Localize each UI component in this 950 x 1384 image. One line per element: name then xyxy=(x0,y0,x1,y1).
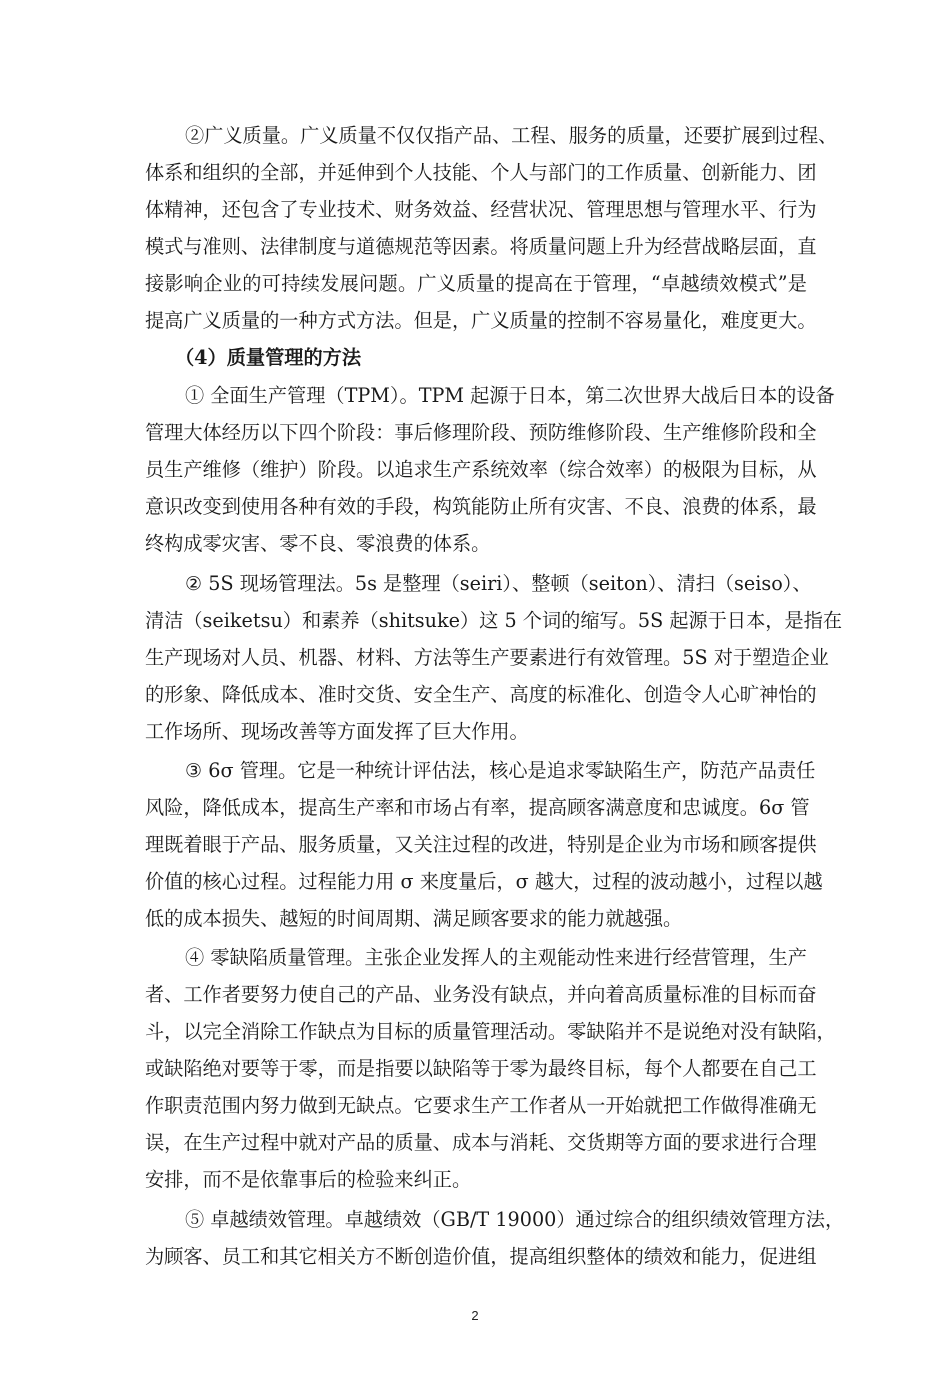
text-line: 生产现场对人员、机器、材料、方法等生产要素进行有效管理。5S 对于塑造企业 xyxy=(145,646,829,669)
paragraph-5s xyxy=(145,565,843,750)
text-line: 的形象、降低成本、准时交货、安全生产、高度的标准化、创造令人心旷神怡的 xyxy=(145,683,817,706)
section-heading-text: （4）质量管理的方法 xyxy=(175,346,362,369)
section-heading xyxy=(145,339,807,376)
text-line: 意识改变到使用各种有效的手段，构筑能防止所有灾害、不良、浪费的体系，最 xyxy=(145,495,817,518)
text-line: 体精神，还包含了专业技术、财务效益、经营状况、管理思想与管理水平、行为 xyxy=(145,198,817,221)
text-line: ⑤ 卓越绩效管理。卓越绩效（GB/T 19000）通过综合的组织绩效管理方法， xyxy=(185,1208,845,1231)
text-line: 风险，降低成本，提高生产率和市场占有率，提高顾客满意度和忠诚度。6σ 管 xyxy=(145,796,810,819)
text-line: ② 5S 现场管理法。5s 是整理（seiri）、整顿（seiton）、清扫（seiso）、 xyxy=(185,572,812,595)
paragraph-tpm xyxy=(145,377,835,562)
paragraph-excellence xyxy=(145,1201,845,1275)
text-line: 体系和组织的全部，并延伸到个人技能、个人与部门的工作质量、创新能力、团 xyxy=(145,161,817,184)
text-line: 提高广义质量的一种方式方法。但是，广义质量的控制不容易量化，难度更大。 xyxy=(145,309,817,332)
text-line: 者、工作者要努力使自己的产品、业务没有缺点，并向着高质量标准的目标而奋 xyxy=(145,983,817,1006)
text-line: 清洁（seiketsu）和素养（shitsuke）这 5 个词的缩写。5S 起源于日本，是指在 xyxy=(145,609,843,632)
text-line: ②广义质量。广义质量不仅仅指产品、工程、服务的质量，还要扩展到过程、 xyxy=(185,124,838,147)
text-line: 模式与准则、法律制度与道德规范等因素。将质量问题上升为经营战略层面，直 xyxy=(145,235,817,258)
text-line: 员生产维修（维护）阶段。以追求生产系统效率（综合效率）的极限为目标，从 xyxy=(145,458,817,481)
paragraph-six-sigma xyxy=(145,752,823,937)
page-number: 2 xyxy=(471,1308,479,1323)
text-line: ④ 零缺陷质量管理。主张企业发挥人的主观能动性来进行经营管理，生产 xyxy=(185,946,807,969)
text-line: ③ 6σ 管理。它是一种统计评估法，核心是追求零缺陷生产，防范产品责任 xyxy=(185,759,816,782)
text-line: 作职责范围内努力做到无缺点。它要求生产工作者从一开始就把工作做得准确无 xyxy=(145,1094,817,1117)
paragraph-zero-defect xyxy=(145,939,836,1198)
text-line: 低的成本损失、越短的时间周期、满足顾客要求的能力就越强。 xyxy=(145,907,683,930)
text-line: 安排，而不是依靠事后的检验来纠正。 xyxy=(145,1168,472,1191)
text-line: 接影响企业的可持续发展问题。广义质量的提高在于管理，“卓越绩效模式”是 xyxy=(145,272,807,295)
text-line: ① 全面生产管理（TPM）。TPM 起源于日本，第二次世界大战后日本的设备 xyxy=(185,384,835,407)
text-line: 终构成零灾害、零不良、零浪费的体系。 xyxy=(145,532,491,555)
paragraph-broad-quality xyxy=(145,117,838,339)
text-line: 工作场所、现场改善等方面发挥了巨大作用。 xyxy=(145,720,529,743)
text-line: 为顾客、员工和其它相关方不断创造价值，提高组织整体的绩效和能力，促进组 xyxy=(145,1245,817,1268)
text-line: 斗，以完全消除工作缺点为目标的质量管理活动。零缺陷并不是说绝对没有缺陷， xyxy=(145,1020,836,1043)
text-line: 理既着眼于产品、服务质量，又关注过程的改进，特别是企业为市场和顾客提供 xyxy=(145,833,817,856)
text-line: 或缺陷绝对要等于零，而是指要以缺陷等于零为最终目标，每个人都要在自己工 xyxy=(145,1057,817,1080)
text-line: 管理大体经历以下四个阶段：事后修理阶段、预防维修阶段、生产维修阶段和全 xyxy=(145,421,817,444)
text-line: 误，在生产过程中就对产品的质量、成本与消耗、交货期等方面的要求进行合理 xyxy=(145,1131,817,1154)
text-line: 价值的核心过程。过程能力用 σ 来度量后，σ 越大，过程的波动越小，过程以越 xyxy=(145,870,823,893)
